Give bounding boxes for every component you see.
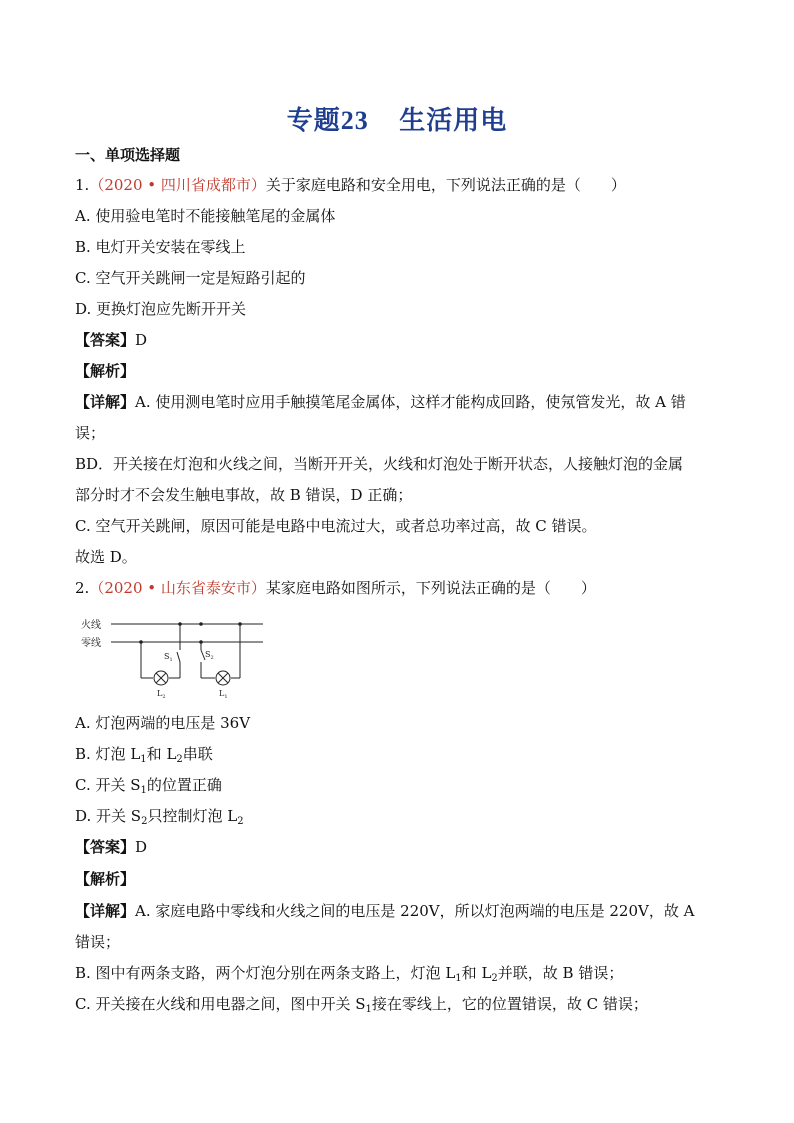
q1-answer-tag: 【答案】 <box>75 331 136 349</box>
q1-option-c: C. 空气开关跳闸一定是短路引起的 <box>75 269 306 287</box>
live-wire-label: 火线 <box>81 620 101 631</box>
q1-option-a: A. 使用验电笔时不能接触笔尾的金属体 <box>75 207 336 225</box>
l2-label: $L_2$ <box>157 689 166 700</box>
q2-option-d: D. 开关 $S_2$只控制灯泡 $L_2$ <box>75 807 244 827</box>
q2-stem: 某家庭电路如图所示，下列说法正确的是（ ） <box>265 579 596 597</box>
q1-option-d: D. 更换灯泡应先断开开关 <box>75 300 247 318</box>
q1-analysis-tag: 【解析】 <box>75 362 136 380</box>
title-subject: 生活用电 <box>399 106 508 136</box>
q2-detail-line-1: 【详解】A. 家庭电路中零线和火线之间的电压是 220V，所以灯泡两端的电压是 220V，故 A <box>75 902 695 920</box>
branch-l2 <box>139 622 182 700</box>
branch-l1 <box>199 622 242 700</box>
q1-source: （2020 • 四川省成都市） <box>89 176 266 194</box>
q2-option-b: B. 灯泡 $L_1$和 $L_2$串联 <box>75 745 213 765</box>
q2-detail-tag: 【详解】 <box>75 902 136 920</box>
q2-detail-line-3: B. 图中有两条支路，两个灯泡分别在两条支路上，灯泡 $L_1$和 $L_2$并联，故 B 错误； <box>75 964 624 984</box>
q1-detail-line-1 <box>75 392 686 412</box>
l1-label: $L_1$ <box>219 689 228 700</box>
title-number: 23 <box>340 106 369 135</box>
q1-answer <box>75 330 147 350</box>
q2-detail-line-2: 错误； <box>75 933 121 951</box>
q2-answer-value: D <box>135 838 148 856</box>
switch-s1-icon <box>177 652 180 662</box>
q2-analysis-tag: 【解析】 <box>75 870 136 888</box>
q1-answer-value: D <box>135 331 148 349</box>
q2-option-a: A. 灯泡两端的电压是 36V <box>75 714 251 732</box>
section-heading: 一、单项选择题 <box>75 146 181 164</box>
q1-detail-line-6: 故选 D。 <box>75 548 137 566</box>
q1-detail-line-5: C. 空气开关跳闸，原因可能是电路中电流过大，或者总功率过高，故 C 错误。 <box>75 517 597 535</box>
q2-number: 2. <box>75 579 90 597</box>
q2-answer-tag: 【答案】 <box>75 838 136 856</box>
title-prefix: 专题 <box>286 106 341 136</box>
q2-answer <box>75 837 147 857</box>
q1-detail-line-2: 误； <box>75 424 106 442</box>
q1-option-b: B. 电灯开关安装在零线上 <box>75 238 246 256</box>
page-title <box>0 100 794 137</box>
q1-detail-line-4: 部分时才不会发生触电事故，故 B 错误，D 正确； <box>75 486 413 504</box>
s2-label: $S_2$ <box>205 650 214 661</box>
neutral-wire-label: 零线 <box>81 638 101 649</box>
s1-label: $S_1$ <box>164 652 173 663</box>
q1-detail-text-1: A. 使用测电笔时应用手触摸笔尾金属体，这样才能构成回路，使氖管发光，故 A 错 <box>135 393 686 411</box>
q2-option-c: C. 开关 $S_1$的位置正确 <box>75 776 222 796</box>
q1-stem-line <box>75 175 626 195</box>
q1-detail-line-3: BD．开关接在灯泡和火线之间，当断开开关，火线和灯泡处于断开状态，人接触灯泡的金属 <box>75 455 684 473</box>
circuit-diagram <box>75 612 275 700</box>
q2-source: （2020 • 山东省泰安市） <box>89 579 266 597</box>
q2-stem-line <box>75 578 596 598</box>
q2-detail-line-4: C. 开关接在火线和用电器之间，图中开关 $S_1$接在零线上，它的位置错误，故 C 错误； <box>75 995 648 1015</box>
q1-stem: 关于家庭电路和安全用电，下列说法正确的是（ ） <box>265 176 626 194</box>
q1-number: 1. <box>75 176 90 194</box>
q1-detail-tag: 【详解】 <box>75 393 136 411</box>
